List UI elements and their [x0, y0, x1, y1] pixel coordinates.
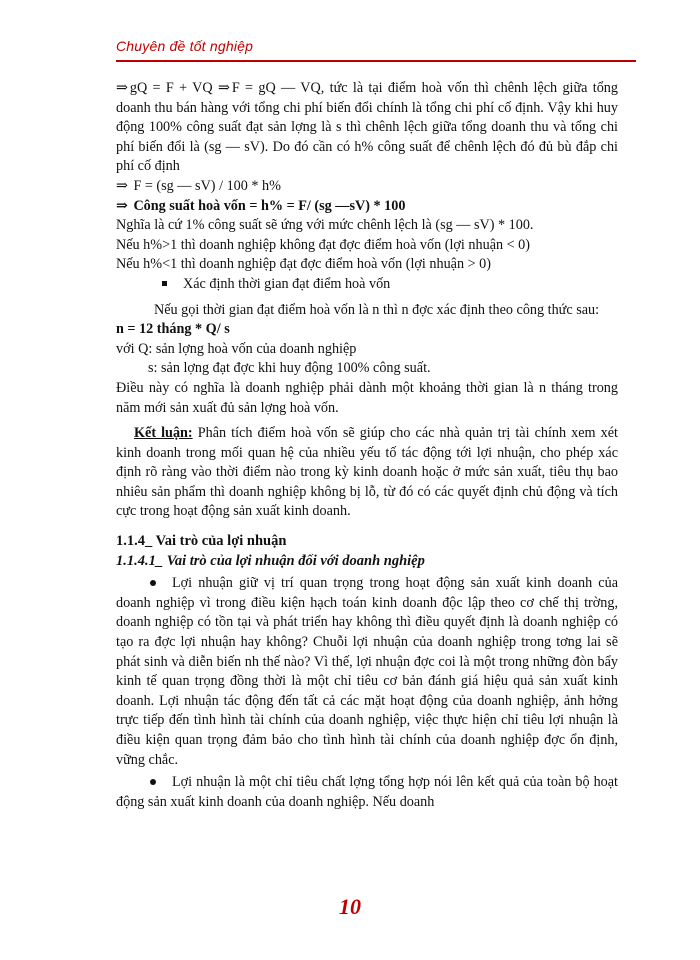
line-5: Nếu h%>1 thì doanh nghiệp không đạt đợc điểm hoà vốn (lợi nhuận < 0) [116, 236, 530, 253]
equation-1: gQ = F + VQ [129, 80, 213, 96]
conclusion-label: Kết luận: [134, 425, 193, 442]
bullet-heading: Xác định thời gian đạt điểm hoà vốn [116, 275, 618, 295]
line-10: với Q: sản lợng hoà vốn của doanh nghiệp [116, 340, 357, 357]
paragraph-4: Lợi nhuận giữ vị trí quan trọng trong hoạt động sản xuất kinh doanh của doanh nghiệp vì trong điều kiện hạch toán kinh doanh độc lập theo cơ chế thị trờng, doanh nghiệp có tồn tại và phát triển hay không thì điều quyết định là doanh nghiệp có tạo ra đợc lợi nhuận hay không? Chuỗi lợi nhuận của doanh nghiệp trong tơng lai sẽ phát sinh và diễn biến nh thế nào? Vì thế, lợi nhuận đợc coi là một trong những đòn bẩy kinh tế quan trọng đồng thời là một chỉ tiêu cơ bản đánh giá hiệu quả sản xuất kinh doanh. Lợi nhuận tác động đến tất cả các mặt hoạt động của doanh nghiệp, ảnh hởng trực tiếp đến tình hình tài chính của doanh nghiệp, việc thực hiện chỉ tiêu lợi nhuận là điều kiện quan trọng đảm bảo cho tình hình tài chính của doanh nghiệp đợc ổn định, vững chắc. [116, 575, 618, 768]
arrow-icon: ⇒ [217, 80, 230, 96]
subsection-title: 1.1.4.1_ Vai trò của lợi nhuận đối với doanh nghiệp [116, 552, 425, 569]
line-4: Nghĩa là cứ 1% công suất sẽ ứng với mức chênh lệch là (sg — sV) * 100. [116, 217, 534, 234]
header-title: Chuyên đề tốt nghiệp [116, 38, 254, 54]
square-bullet-icon [162, 281, 167, 286]
arrow-icon: ⇒ [116, 80, 128, 96]
paragraph-1 [116, 79, 618, 177]
paragraph-1-text: F = gQ — VQ, tức là tại điểm hoà vốn thì chênh lệch giữa tổng doanh thu bán hàng với tổng chi phí biến đổi chính là tổng chi phí cố định. Vậy khi huy động 100% công suất đạt sản lợng là s thì chênh lệch giữa tổng doanh thu và tổng chi phí biến đổi là (sg — sV). Do đó cần có h% công suất để chênh lệch đó đủ bù đắp chi phí cố định [116, 80, 618, 175]
conclusion-text: Phân tích điểm hoà vốn sẽ giúp cho các nhà quản trị tài chính xem xét kinh doanh trong mối quan hệ của nhiều yếu tố tác động tới lợi nhuận, cho phép xác định rõ ràng vào thời điểm nào trong kỳ kinh doanh hoặc ở mức sản xuất, tiêu thụ bao nhiêu sản phẩm thì doanh nghiệp không bị lỗ, từ đó có các quyết định chủ động và tích cực trong hoạt động sản xuất kinh doanh. [116, 425, 618, 520]
arrow-icon: ⇒ [116, 197, 128, 214]
equation-3: ⇒ Công suất hoà vốn = h% = F/ (sg —sV) * 100 [116, 197, 618, 217]
section-title: 1.1.4_ Vai trò của lợi nhuận [116, 533, 287, 550]
conclusion-paragraph [116, 424, 618, 522]
header-rule [116, 60, 636, 62]
line-11: s: sản lợng đạt đợc khi huy động 100% công suất. [148, 360, 431, 377]
page-number: 10 [339, 894, 361, 919]
paragraph-2: Nếu gọi thời gian đạt điểm hoà vốn là n thì n đợc xác định theo công thức sau: [154, 301, 600, 318]
formula-n: n = 12 tháng * Q/ s [116, 321, 230, 338]
paragraph-3: Điều này có nghĩa là doanh nghiệp phải dành một khoảng thời gian là n tháng trong năm mới sản xuất đủ sản lợng hoà vốn. [116, 379, 618, 416]
paragraph-5: Lợi nhuận là một chỉ tiêu chất lợng tổng hợp nói lên kết quả của toàn bộ hoạt động sản xuất kinh doanh của doanh nghiệp. Nếu doanh [116, 774, 618, 810]
line-6: Nếu h%<1 thì doanh nghiệp đạt đợc điểm hoà vốn (lợi nhuận > 0) [116, 256, 491, 273]
equation-2: ⇒ F = (sg — sV) / 100 * h% [116, 177, 618, 197]
round-bullet-icon [150, 779, 156, 785]
page-content [116, 79, 618, 812]
arrow-icon: ⇒ [116, 177, 128, 194]
round-bullet-icon [150, 580, 156, 586]
